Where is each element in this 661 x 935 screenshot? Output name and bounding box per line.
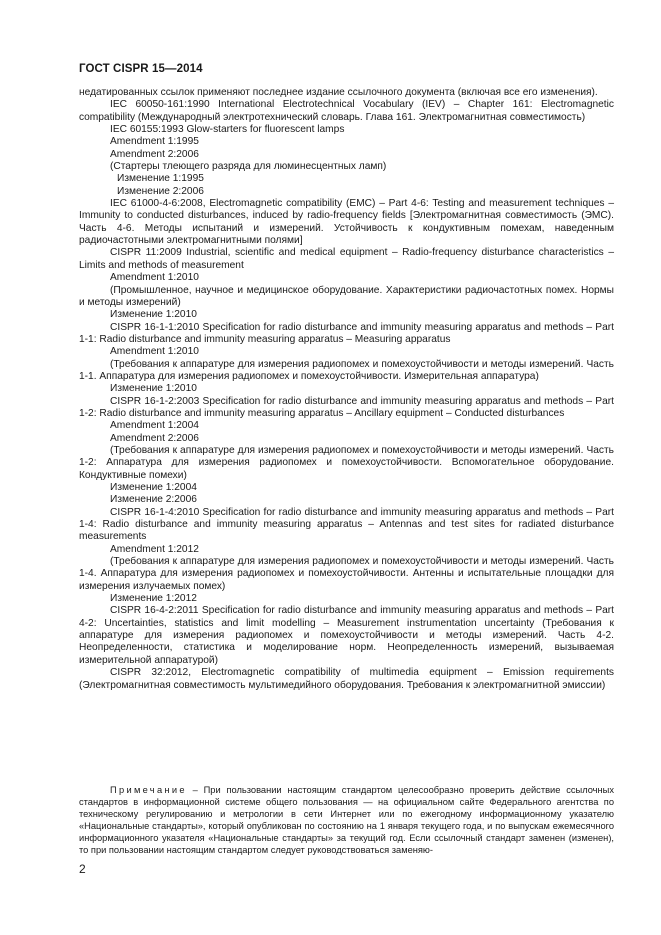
reference-entry: CISPR 16-1-4:2010 Specification for radio disturbance and immunity measuring apparatus and methods – Part 1-4: Radio disturbance and immunity measuring apparatus – Antennas and test sites for radiated disturbance measurements [79, 506, 614, 543]
amendment-line: Изменение 1:2010 [110, 309, 197, 321]
note-paragraph [79, 784, 614, 857]
paragraph: недатированных ссылок применяют последнее издание ссылочного документа (включая все его изменения). [79, 87, 598, 98]
reference-entry: CISPR 11:2009 Industrial, scientific and medical equipment – Radio-frequency disturbance characteristics – Limits and methods of measurement [79, 247, 614, 271]
amendment-line: Amendment 1:1995 [110, 136, 199, 148]
note-label: Примечание [110, 785, 187, 795]
amendment-line: Amendment 1:2010 [110, 272, 199, 284]
reference-entry: IEC 61000-4-6:2008, Electromagnetic compatibility (EMC) – Part 4-6: Testing and measurement techniques – Immunity to conducted disturbances, induced by radio-frequency fields [Электромагнитная совместимость (ЭМС). Часть 4-6. Методы испытаний и измерений. Устойчивость к кондуктивным помехам, наведенным радиочастотными электромагнитными полями] [79, 198, 614, 247]
amendment-line: Изменение 1:2004 [110, 482, 197, 493]
translation-line: (Требования к аппаратуре для измерения радиопомех и помехоустойчивости и методы измерений. Часть 1-1. Аппаратура для измерения радиопомех и помехоустойчивости. Измерительная аппаратура) [79, 358, 614, 382]
amendment-line: Изменение 2:2006 [117, 185, 204, 197]
document-header: ГОСТ CISPR 15—2014 [79, 63, 203, 75]
translation-line: (Промышленное, научное и медицинское оборудование. Характеристики радиочастотных помех. Нормы и методы измерений) [79, 284, 614, 308]
normative-references-list [79, 87, 614, 692]
reference-entry: CISPR 16-1-1:2010 Specification for radio disturbance and immunity measuring apparatus and methods – Part 1-1: Radio disturbance and immunity measuring apparatus – Measuring apparatus [79, 321, 614, 345]
amendment-line: Amendment 1:2012 [110, 543, 199, 555]
page-number: 2 [79, 862, 86, 876]
amendment-line: Изменение 1:1995 [117, 173, 204, 185]
reference-entry: CISPR 16-1-2:2003 Specification for radio disturbance and immunity measuring apparatus and methods – Part 1-2: Radio disturbance and immunity measuring apparatus – Ancillary equipment – Conducted disturbances [79, 395, 614, 419]
note-text: – При пользовании настоящим стандартом целесообразно проверить действие ссылочных стандартов в информационной системе общего пользования — на официальном сайте Федерального агентства по техническому регулированию и метрологии в сети Интернет или по ежегодному информационному указателю «Национальные стандарты», который опубликован по состоянию на 1 января текущего года, и по выпускам ежемесячного информационного указателя «Национальные стандарты» за текущий год. Если ссылочный стандарт заменен (изменен), то при пользовании настоящим стандартом следует руководствоваться заменяю- [79, 785, 614, 856]
amendment-line: Amendment 1:2004 [110, 420, 199, 432]
amendment-line: Amendment 2:2006 [110, 148, 199, 160]
amendment-line: Изменение 2:2006 [110, 494, 197, 506]
amendment-line: Amendment 1:2010 [110, 346, 199, 358]
reference-entry: IEC 60155:1993 Glow-starters for fluorescent lamps [110, 124, 345, 136]
reference-entry: CISPR 16-4-2:2011 Specification for radio disturbance and immunity measuring apparatus and methods – Part 4-2: Uncertainties, statistics and limit modelling – Measurement instrumentation uncertainty (Требования к аппаратуре для измерения радиопомех и помехоустойчивости и методы измерений. Часть 4-2. Неопределенности, статистика и моделирование норм. Неопределенность измерений, вызываемая измерительной аппаратурой) [79, 605, 614, 666]
translation-line: (Требования к аппаратуре для измерения радиопомех и помехоустойчивости и методы измерений. Часть 1-4. Аппаратура для измерения радиопомех и помехоустойчивости. Антенны и испытательные площадки для измерения излучаемых помех) [79, 556, 614, 592]
amendment-line: Amendment 2:2006 [110, 432, 199, 444]
amendment-line: Изменение 1:2010 [110, 383, 197, 395]
translation-line: (Требования к аппаратуре для измерения радиопомех и помехоустойчивости и методы измерений. Часть 1-2: Аппаратура для измерения радиопомех и помехоустойчивости. Вспомогательное оборудование. Кондуктивные помехи) [79, 444, 614, 481]
note-block [79, 784, 614, 857]
reference-entry: IEC 60050-161:1990 International Electrotechnical Vocabulary (IEV) – Chapter 161: Electromagnetic compatibility (Международный электротехнический словарь. Глава 161. Электромагнитная совместимость) [79, 99, 614, 123]
amendment-line: Изменение 1:2012 [110, 593, 197, 605]
reference-entry: CISPR 32:2012, Electromagnetic compatibility of multimedia equipment – Emission requirements (Электромагнитная совместимость мультимедийного оборудования. Требования к электромагнитной эмиссии) [79, 667, 614, 691]
translation-line: (Стартеры тлеющего разряда для люминесцентных ламп) [110, 161, 387, 173]
